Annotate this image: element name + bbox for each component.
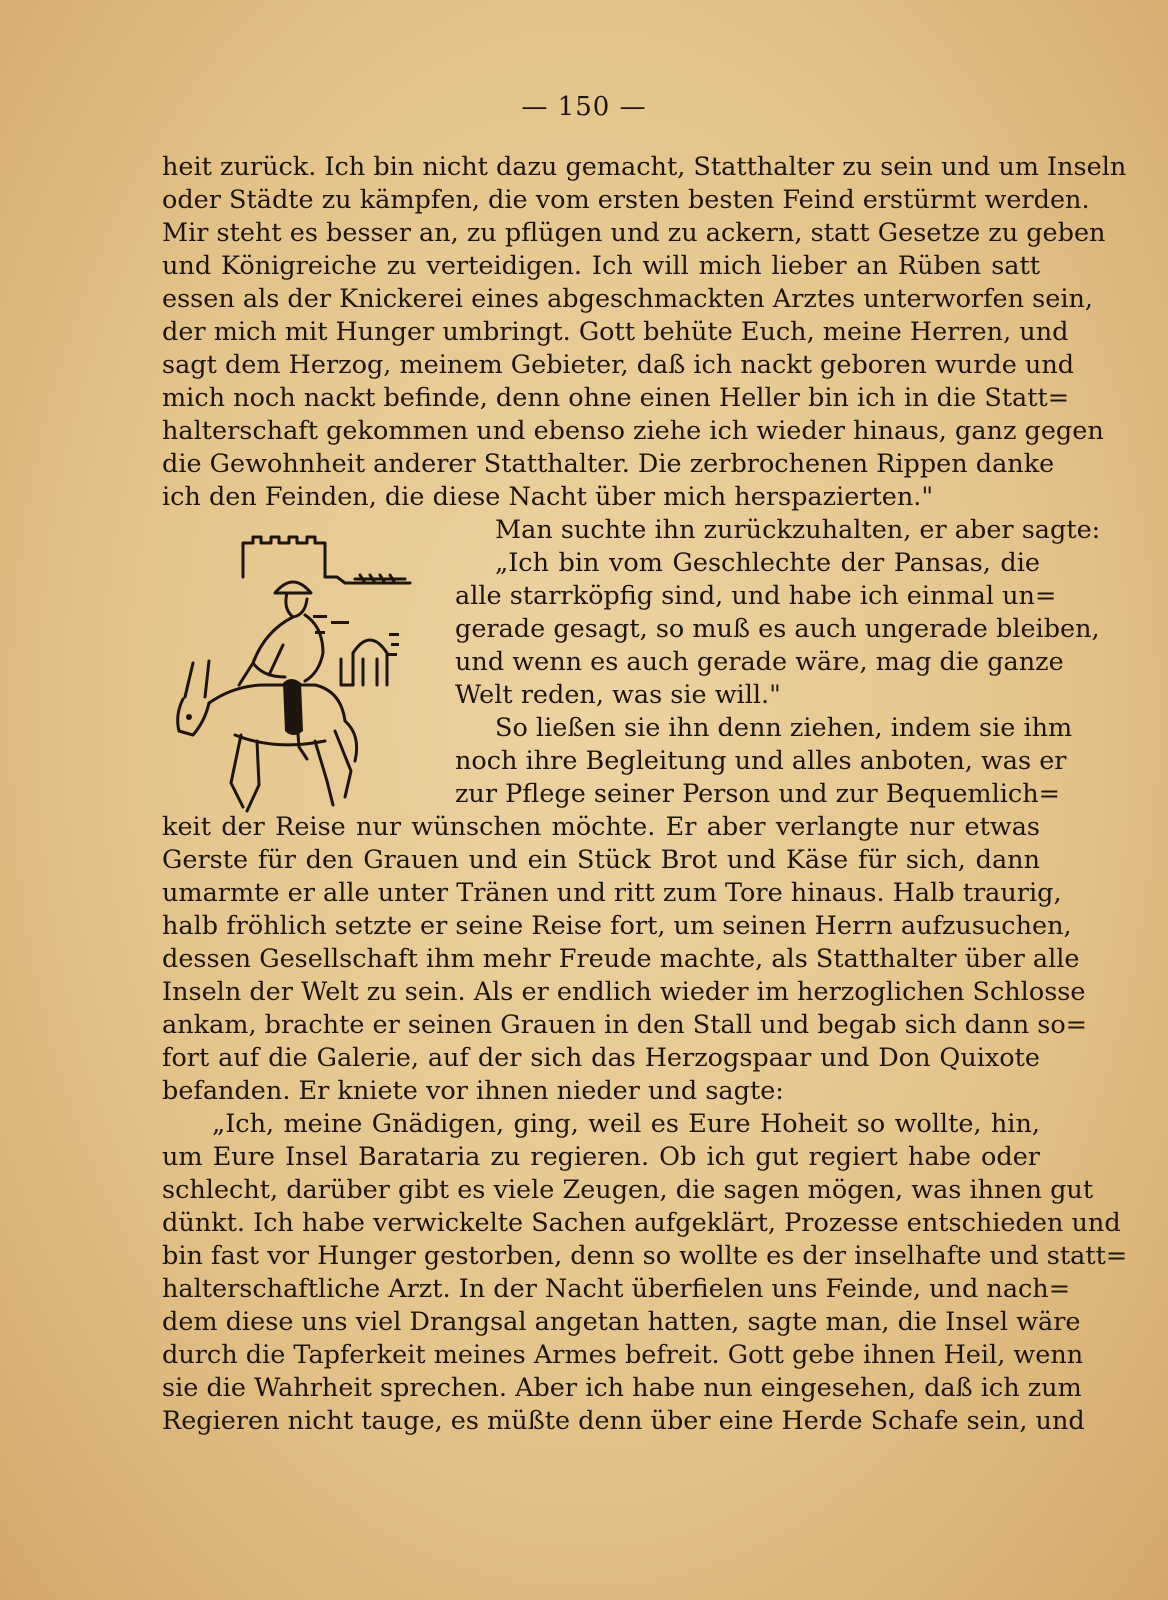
- text-line: und wenn es auch gerade wäre, mag die ganze: [455, 647, 1064, 677]
- text-line: dessen Gesellschaft ihm mehr Freude machte, als Statthalter über alle: [162, 944, 1080, 974]
- text-line: Welt reden, was sie will.": [455, 680, 781, 710]
- text-line: schlecht, darüber gibt es viele Zeugen, die sagen mögen, was ihnen gut: [162, 1175, 1094, 1205]
- text-line: sagt dem Herzog, meinem Gebieter, daß ich nackt geboren wurde und: [162, 350, 1075, 380]
- text-line: „Ich bin vom Geschlechte der Pansas, die: [495, 548, 1040, 578]
- text-line: oder Städte zu kämpfen, die vom ersten besten Feind erstürmt werden.: [162, 185, 1090, 215]
- text-line: essen als der Knickerei eines abgeschmackten Arztes unterworfen sein,: [162, 284, 1094, 314]
- text-line: Gerste für den Grauen und ein Stück Brot und Käse für sich, dann: [162, 845, 1040, 875]
- text-line: mich noch nackt befinde, denn ohne einen Heller bin ich in die Statt=: [162, 383, 1070, 413]
- text-line: keit der Reise nur wünschen möchte. Er aber verlangte nur etwas: [162, 812, 1040, 842]
- text-line: durch die Tapferkeit meines Armes befreit. Gott gebe ihnen Heil, wenn: [162, 1340, 1084, 1370]
- text-line: und Königreiche zu verteidigen. Ich will mich lieber an Rüben satt: [162, 251, 1040, 281]
- text-line: Inseln der Welt zu sein. Als er endlich wieder im herzoglichen Schlosse: [162, 977, 1086, 1007]
- text-line: So ließen sie ihn denn ziehen, indem sie ihm: [495, 713, 1073, 743]
- text-line: dünkt. Ich habe verwickelte Sachen aufgeklärt, Prozesse entschieden und: [162, 1208, 1121, 1238]
- text-line: ich den Feinden, die diese Nacht über mich herspazierten.": [162, 482, 934, 512]
- text-line: Mir steht es besser an, zu pflügen und zu ackern, statt Gesetze zu geben: [162, 218, 1106, 248]
- text-line: noch ihre Begleitung und alles anboten, was er: [455, 746, 1067, 776]
- text-line: halterschaftliche Arzt. In der Nacht überfielen uns Feinde, und nach=: [162, 1274, 1071, 1304]
- text-line: heit zurück. Ich bin nicht dazu gemacht, Statthalter zu sein und um Inseln: [162, 152, 1127, 182]
- text-line: bin fast vor Hunger gestorben, denn so wollte es der inselhafte und statt=: [162, 1241, 1128, 1271]
- text-line: der mich mit Hunger umbringt. Gott behüte Euch, meine Herren, und: [162, 317, 1069, 347]
- page-number: — 150 —: [521, 92, 647, 122]
- text-line: Man suchte ihn zurückzuhalten, er aber sagte:: [495, 515, 1101, 545]
- text-line: alle starrköpfig sind, und habe ich einmal un=: [455, 581, 1057, 611]
- text-line: Regieren nicht tauge, es müßte denn über eine Herde Schafe sein, und: [162, 1406, 1085, 1436]
- text-line: halb fröhlich setzte er seine Reise fort, um seinen Herrn aufzusuchen,: [162, 911, 1072, 941]
- text-line: „Ich, meine Gnädigen, ging, weil es Eure Hoheit so wollte, hin,: [212, 1109, 1040, 1139]
- text-line: sie die Wahrheit sprechen. Aber ich habe nun eingesehen, daß ich zum: [162, 1373, 1082, 1403]
- text-line: dem diese uns viel Drangsal angetan hatten, sagte man, die Insel wäre: [162, 1307, 1081, 1337]
- text-line: die Gewohnheit anderer Statthalter. Die zerbrochenen Rippen danke: [162, 449, 1055, 479]
- text-line: zur Pflege seiner Person und zur Bequemlich=: [455, 779, 1060, 809]
- text-line: halterschaft gekommen und ebenso ziehe ich wieder hinaus, ganz gegen: [162, 416, 1104, 446]
- text-line: gerade gesagt, so muß es auch ungerade bleiben,: [455, 614, 1100, 644]
- text-line: ankam, brachte er seinen Grauen in den Stall und begab sich dann so=: [162, 1010, 1088, 1040]
- text-line: fort auf die Galerie, auf der sich das Herzogspaar und Don Quixote: [162, 1043, 1040, 1073]
- text-line: um Eure Insel Barataria zu regieren. Ob ich gut regiert habe oder: [162, 1142, 1040, 1172]
- text-line: umarmte er alle unter Tränen und ritt zum Tore hinaus. Halb traurig,: [162, 878, 1062, 908]
- rider-on-donkey-illustration: [165, 535, 430, 825]
- text-line: befanden. Er kniete vor ihnen nieder und sagte:: [162, 1076, 784, 1106]
